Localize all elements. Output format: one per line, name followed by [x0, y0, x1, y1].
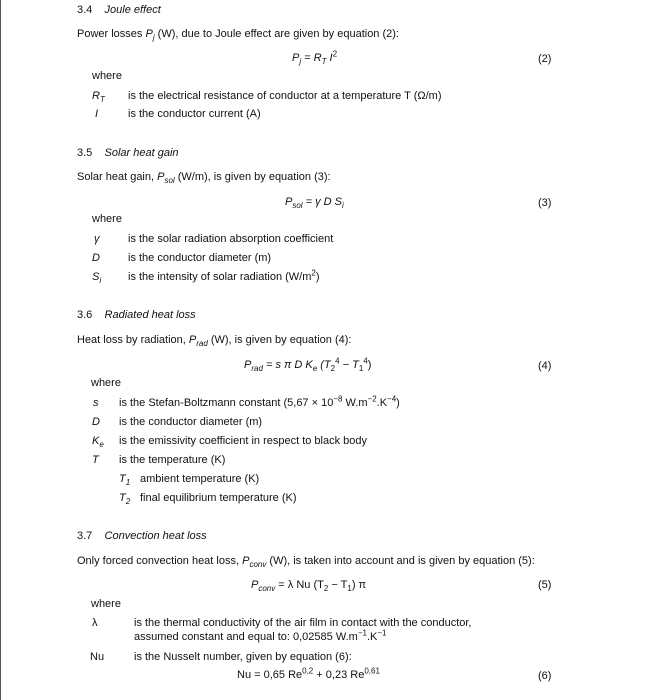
definition-text: assumed constant and equal to: 0,02585 $W.m^{-1}.K^{-1}$: [134, 628, 387, 643]
symbol: Nu: [90, 651, 105, 663]
symbol: D: [92, 416, 100, 428]
page-edge: [0, 0, 1, 700]
definition-text: is the temperature (K): [119, 454, 226, 466]
where-label: where: [91, 377, 121, 389]
section-heading-3-4: [77, 3, 161, 17]
where-label: where: [92, 213, 122, 225]
section-heading-3-6: [77, 308, 196, 322]
paragraph-radiation-intro: Heat loss by radiation, $P_{rad}$ (W), is given by equation (4):: [77, 334, 352, 349]
section-title: Convection heat loss: [104, 530, 207, 542]
symbol: γ: [94, 233, 100, 245]
equation-number: (6): [538, 670, 552, 682]
definition-text: is the conductor diameter (m): [119, 416, 263, 428]
symbol: s: [93, 397, 99, 409]
definition-text: is the conductor diameter (m): [128, 252, 272, 264]
definition-text: is the emissivity coefficient in respect to black body: [119, 435, 368, 447]
paragraph-solar-intro: Solar heat gain, $P_{sol}$ (W/m), is given by equation (3):: [77, 171, 331, 186]
definition-text: ambient temperature (K): [140, 473, 260, 485]
definition-text: is the electrical resistance of conductor at a temperature T (Ω/m): [128, 90, 442, 102]
section-number: 3.7: [77, 530, 93, 542]
equation-number: (3): [538, 197, 552, 209]
equation-number: (5): [538, 579, 552, 591]
section-heading-3-5: [77, 146, 179, 160]
section-title: Solar heat gain: [104, 147, 179, 159]
section-heading-3-7: [77, 529, 207, 543]
symbol: D: [92, 252, 100, 264]
definition-text: is the intensity of solar radiation $(W/m^2)$: [128, 268, 320, 283]
equation-4: $P_{rad} = s$ π D $K_e$ $(T_2^4 - T_1^4)$: [244, 356, 372, 374]
section-number: 3.4: [77, 4, 93, 16]
where-label: where: [91, 598, 121, 610]
definition-text: is the conductor current (A): [128, 108, 261, 120]
definition-text: is the solar radiation absorption coefficient: [128, 233, 334, 245]
section-number: 3.6: [77, 309, 93, 321]
definition-text: is the thermal conductivity of the air film in contact with the conductor,: [134, 617, 472, 629]
paragraph-joule-intro: Power losses $P_j$ (W), due to Joule effect are given by equation (2):: [77, 28, 399, 43]
equation-5: $P_{conv} = \lambda$ Nu $(T_2 - T_1)$ π: [251, 579, 367, 594]
equation-number: (2): [538, 53, 552, 65]
where-label: where: [92, 70, 122, 82]
equation-number: (4): [538, 360, 552, 372]
section-number: 3.5: [77, 147, 93, 159]
section-title: Radiated heat loss: [104, 309, 196, 321]
symbol: $R_T$: [92, 90, 105, 105]
definition-text: is the Stefan-Boltzmann constant ($5,67 \times 10^{-8}$ $W.m^{-2}.K^{-4}$): [119, 394, 400, 409]
symbol: $T_1$: [119, 473, 131, 488]
symbol: T: [92, 454, 99, 466]
symbol: $K_e$: [92, 435, 104, 450]
section-title: Joule effect: [104, 4, 161, 16]
paragraph-convection-intro: Only forced convection heat loss, $P_{conv}$ (W), is taken into account and is given by equation (5):: [77, 555, 535, 570]
symbol: I: [95, 108, 99, 120]
symbol: $S_i$: [92, 271, 102, 286]
definition-text: is the Nusselt number, given by equation (6):: [134, 651, 352, 663]
definition-text: final equilibrium temperature (K): [140, 492, 297, 504]
symbol: λ: [92, 617, 98, 629]
equation-3: $P_{sol} = \gamma$ D $S_i$: [285, 196, 344, 211]
equation-2: $P_j = R_T$ $I^2$: [292, 49, 338, 67]
symbol: $T_2$: [119, 492, 131, 507]
equation-6: Nu = 0,65 Re$^{0,2}$ + 0,23 Re$^{0,61}$: [237, 666, 380, 681]
